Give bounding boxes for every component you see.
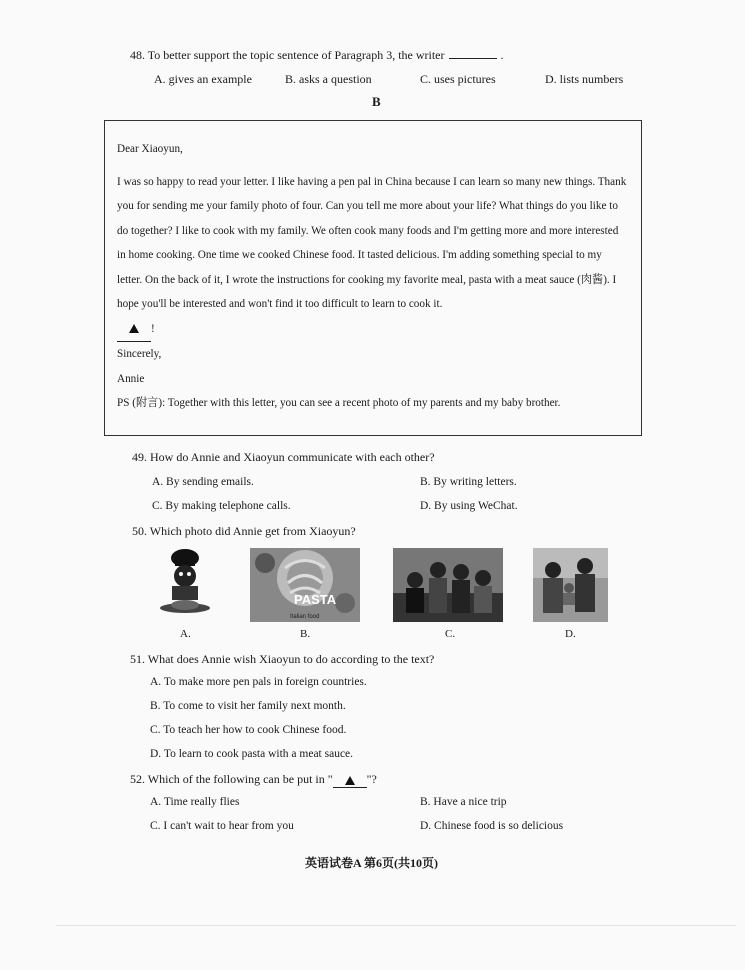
q48-option-a: A. gives an example: [154, 72, 252, 86]
photo-label-d: D.: [565, 628, 576, 640]
letter-greeting: Dear Xiaoyun,: [117, 143, 183, 155]
letter-closing: Sincerely,: [117, 348, 162, 360]
q49-option-c: C. By making telephone calls.: [152, 500, 291, 512]
photo-label-b: B.: [300, 628, 311, 640]
question-49-stem: 49. How do Annie and Xiaoyun communicate with each other?: [132, 450, 435, 464]
photo-label-c: C.: [445, 628, 456, 640]
q51-option-d: D. To learn to cook pasta with a meat sauce.: [150, 748, 354, 760]
photo-c-family-of-four: [393, 548, 503, 622]
q49-option-d: D. By using WeChat.: [420, 500, 518, 512]
photo-b-text: PASTA: [294, 592, 337, 607]
q51-option-c: C. To teach her how to cook Chinese food.: [150, 724, 347, 736]
q52-option-a: A. Time really flies: [150, 796, 240, 808]
triangle-icon: [129, 324, 139, 333]
q51-option-a: A. To make more pen pals in foreign countries.: [150, 676, 367, 688]
q52-option-c: C. I can't wait to hear from you: [150, 820, 294, 832]
page-footer: 英语试卷A 第6页(共10页): [305, 856, 438, 870]
q52-option-d: D. Chinese food is so delicious: [420, 820, 564, 832]
q48-stem-text: 48. To better support the topic sentence of Paragraph 3, the writer: [130, 48, 445, 62]
divider: [56, 925, 736, 926]
q49-option-a: A. By sending emails.: [152, 476, 254, 488]
section-label: B: [372, 94, 381, 109]
letter-ps: PS (附言): Together with this letter, you can see a recent photo of my parents and my baby brother.: [117, 397, 561, 409]
question-51-stem: 51. What does Annie wish Xiaoyun to do according to the text?: [130, 652, 435, 666]
photo-d-parents-and-baby: [533, 548, 608, 622]
q48-option-b: B. asks a question: [285, 72, 372, 86]
letter-blank-line: !: [117, 317, 629, 343]
q49-option-b: B. By writing letters.: [420, 476, 517, 488]
q51-option-b: B. To come to visit her family next month.: [150, 700, 346, 712]
q48-option-c: C. uses pictures: [420, 72, 496, 86]
triangle-icon: [345, 776, 355, 785]
q52-option-b: B. Have a nice trip: [420, 796, 507, 808]
letter-body: I was so happy to read your letter. I like having a pen pal in China because I can learn so many new things. Thank you for sending me your family photo of four. Can you tell me more about your life? What things do you like to do together? I like to cook with my family. We often cook many foods and I'm getting more and more interested in home cooking. One time we cooked Chinese food. It tasted delicious. I'm adding something special to my letter. On the back of it, I wrote the instructions for cooking my favorite meal, pasta with a meat sauce (肉酱). I hope you'll be interested and won't find it too difficult to learn to cook it.: [117, 175, 627, 310]
blank-with-triangle: [333, 772, 367, 788]
photo-a-chef: [150, 548, 220, 622]
letter-signature: Annie: [117, 372, 145, 385]
letter-box: [104, 120, 642, 436]
q48-option-d: D. lists numbers: [545, 72, 624, 86]
blank-with-triangle: [117, 317, 151, 343]
question-52-stem: 52. Which of the following can be put in " "?: [130, 772, 377, 786]
photo-b-pasta: [250, 548, 360, 622]
question-48-stem: 48. To better support the topic sentence of Paragraph 3, the writer .: [130, 48, 504, 62]
photo-label-a: A.: [180, 628, 191, 640]
answer-blank: [449, 58, 497, 59]
photo-b-caption: Italian food: [290, 614, 320, 620]
question-50-stem: 50. Which photo did Annie get from Xiaoyun?: [132, 524, 356, 538]
